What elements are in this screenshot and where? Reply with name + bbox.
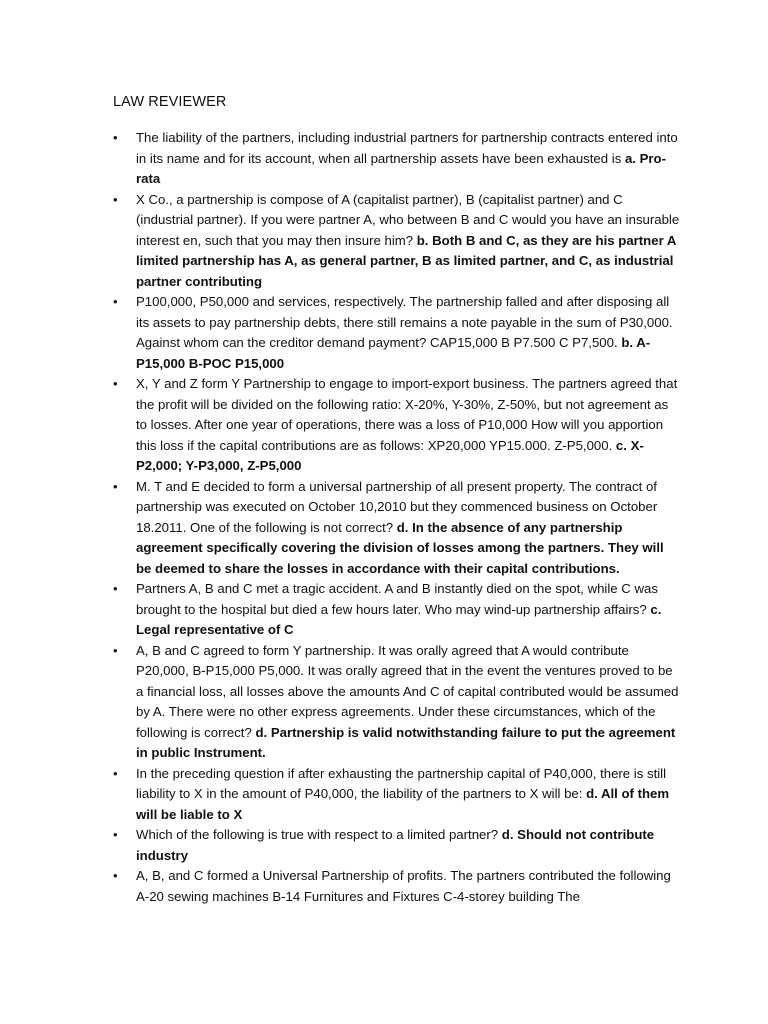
bullet-icon: •	[113, 130, 118, 145]
list-item	[0, 128, 681, 190]
list-item	[0, 764, 681, 826]
bullet-icon: •	[113, 827, 118, 842]
list-item	[0, 477, 681, 580]
question-text: Partners A, B and C met a tragic accident. A and B instantly died on the spot, while C was brought to the hospital but died a few hours later. Who may wind-up partnership affairs?	[136, 581, 658, 617]
bullet-icon: •	[113, 376, 118, 391]
answer-text: d. Should not contribute industry	[136, 827, 655, 863]
bullet-icon: •	[113, 478, 118, 494]
list-item	[0, 641, 681, 764]
list-item	[0, 866, 681, 907]
question-text: In the preceding question if after exhausting the partnership capital of P40,000, there is still liability to X in the amount of P40,000, the liability of the partners to X will be:	[136, 765, 667, 801]
answer-text: d. All of them will be liable to X	[136, 786, 670, 822]
question-text: M. T and E decided to form a universal partnership of all present property. The contract of partnership was executed on October 10,2010 but they commenced business on October 18.2011. One of the following is not correct?	[136, 478, 658, 535]
bullet-icon: •	[113, 868, 118, 883]
question-text: The liability of the partners, including industrial partners for partnership contracts entered into in its name and for its account, when all partnership assets have been exhausted is	[136, 130, 678, 166]
answer-text: b. Both B and C, as they are his partner A limited partnership has A, as general partner, B as limited partner, and C, as industrial partner contributing	[136, 232, 676, 289]
list-item	[0, 190, 681, 293]
question-text: Which of the following is true with respect to a limited partner?	[136, 827, 502, 842]
bullet-icon: •	[113, 191, 118, 207]
answer-text: c. X-P2,000; Y-P3,000, Z-P5,000	[136, 437, 644, 473]
answer-text: d. Partnership is valid notwithstanding failure to put the agreement in public Instrument.	[136, 724, 676, 760]
question-text: X, Y and Z form Y Partnership to engage to import-export business. The partners agreed that the profit will be divided on the following ratio: X-20%, Y-30%, Z-50%, but not agreement as to losses. After one year of operations, there was a loss of P10,000 How will you apportion this loss if the capital contributions are as follows: XP20,000 YP15.000. Z-P5,000.	[136, 376, 678, 453]
answer-text: d. In the absence of any partnership agreement specifically covering the division of losses among the partners. They will be deemed to share the losses in accordance with their capital contributions.	[136, 519, 664, 576]
answer-text: c. Legal representative of C	[136, 601, 662, 637]
list-item	[0, 292, 681, 374]
question-text: A, B, and C formed a Universal Partnership of profits. The partners contributed the following A-20 sewing machines B-14 Furnitures and Fixtures C-4-storey building The	[136, 868, 671, 904]
bullet-icon: •	[113, 642, 118, 658]
bullet-icon: •	[113, 581, 118, 596]
document-title: LAW REVIEWER	[113, 94, 227, 110]
bullet-icon: •	[113, 294, 118, 309]
question-text: A, B and C agreed to form Y partnership. It was orally agreed that A would contribute P20,000, B-P15,000 P5,000. It was orally agreed that in the event the ventures proved to be a financial loss, all losses above the amounts And C of capital contributed would be assumed by A. There were no other express agreements. Under these circumstances, which of the following is correct?	[136, 642, 679, 740]
question-text: P100,000, P50,000 and services, respectively. The partnership falled and after disposing all its assets to pay partnership debts, there still remains a note payable in the sum of P30,000. Against whom can the creditor demand payment? CAP15,000 B P7.500 C P7,500.	[136, 294, 673, 350]
list-item	[0, 374, 681, 477]
answer-text: a. Pro-rata	[136, 150, 667, 186]
list-item	[0, 825, 681, 866]
bullet-icon: •	[113, 765, 118, 781]
answer-text: b. A-P15,000 B-POC P15,000	[136, 335, 651, 371]
question-list	[0, 128, 768, 907]
list-item	[0, 579, 681, 641]
question-text: X Co., a partnership is compose of A (capitalist partner), B (capitalist partner) and C (industrial partner). If you were partner A, who between B and C would you have an insurable interest en, such that you may then insure him?	[136, 191, 680, 248]
